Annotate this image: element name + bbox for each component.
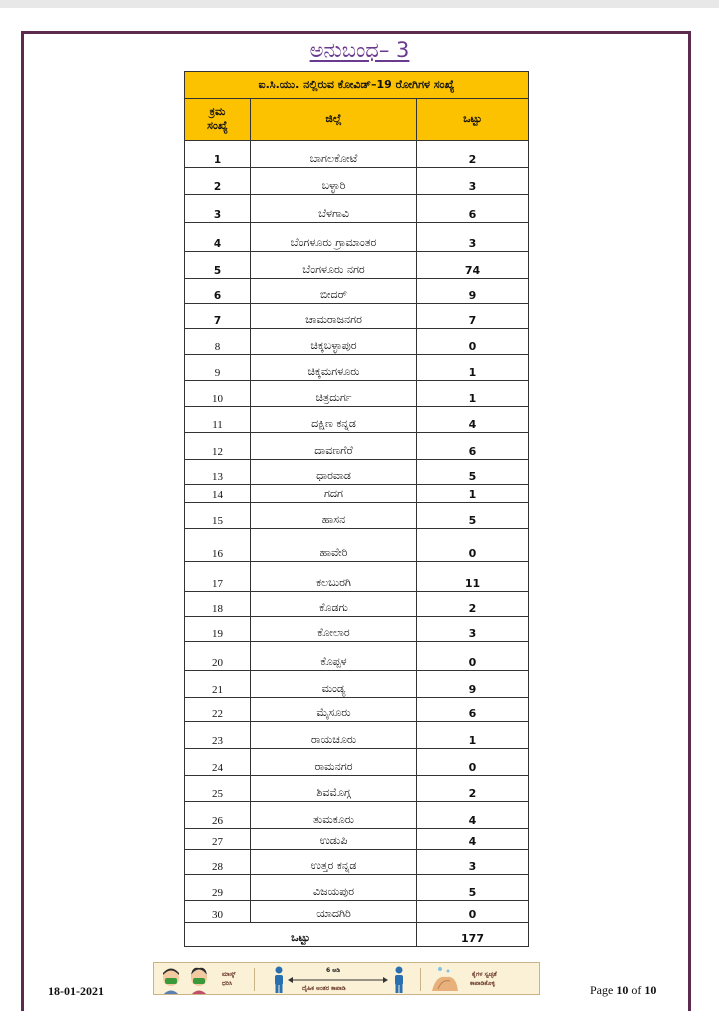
district-cell: ಗದಗ [251, 485, 417, 503]
district-cell: ದಕ್ಷಿಣ ಕನ್ನಡ [251, 407, 417, 433]
annex-title: ಅನುಬಂಧ– 3 [309, 38, 410, 62]
table-row [185, 592, 529, 617]
table-row [185, 223, 529, 252]
serial-cell: 1 [185, 141, 251, 168]
serial-cell: 14 [185, 485, 251, 503]
serial-cell: 10 [185, 381, 251, 407]
table-row [185, 141, 529, 168]
serial-cell: 29 [185, 875, 251, 901]
serial-cell: 11 [185, 407, 251, 433]
serial-cell: 5 [185, 252, 251, 279]
serial-header-line1: ಕ್ರಮ [209, 105, 226, 118]
count-cell: 6 [417, 433, 529, 460]
district-cell: ಕೋಲಾರ [251, 617, 417, 642]
serial-cell: 22 [185, 698, 251, 722]
district-cell: ಹಾಸನ [251, 503, 417, 529]
total-row [185, 923, 529, 947]
table-row [185, 355, 529, 381]
serial-header-line2: ಸಂಖ್ಯೆ [207, 119, 228, 132]
serial-cell: 6 [185, 279, 251, 304]
count-cell: 4 [417, 802, 529, 829]
serial-cell: 25 [185, 776, 251, 802]
district-cell: ಕಲಬುರಗಿ [251, 562, 417, 592]
district-cell: ಶಿವಮೊಗ್ಗ [251, 776, 417, 802]
count-cell: 1 [417, 485, 529, 503]
count-cell: 5 [417, 503, 529, 529]
district-cell: ಚಿತ್ರದುರ್ಗ [251, 381, 417, 407]
count-cell: 1 [417, 355, 529, 381]
table-row [185, 617, 529, 642]
table-row [185, 901, 529, 923]
table-row [185, 875, 529, 901]
count-cell: 9 [417, 279, 529, 304]
page-of: of [631, 983, 642, 997]
hands-text-1: ಕೈಗಳ ಸ್ವಚ್ಛತೆ [472, 971, 497, 978]
table-row [185, 503, 529, 529]
table-row [185, 381, 529, 407]
district-cell: ಬಳ್ಳಾರಿ [251, 168, 417, 195]
count-cell: 1 [417, 381, 529, 407]
district-cell: ಚಿಕ್ಕಮಗಳೂರು [251, 355, 417, 381]
table-row [185, 776, 529, 802]
count-cell: 11 [417, 562, 529, 592]
count-cell: 3 [417, 223, 529, 252]
distance-arrow-icon [288, 976, 388, 984]
district-cell: ರಾಮನಗರ [251, 749, 417, 776]
serial-cell: 20 [185, 642, 251, 671]
serial-cell: 9 [185, 355, 251, 381]
table-row [185, 642, 529, 671]
distance-text: ದೈಹಿಕ ಅಂತರ ಕಾಪಾಡಿ [302, 985, 346, 992]
person-left-icon [272, 966, 286, 993]
serial-cell: 2 [185, 168, 251, 195]
count-cell: 3 [417, 850, 529, 875]
total-label: ಒಟ್ಟು [185, 923, 417, 947]
table-row [185, 460, 529, 485]
table-row [185, 485, 529, 503]
icu-covid-table [184, 71, 529, 947]
page-total: 10 [644, 983, 657, 997]
distance-value: 6 ಅಡಿ [326, 967, 340, 974]
serial-cell: 18 [185, 592, 251, 617]
count-cell: 4 [417, 829, 529, 850]
district-cell: ತುಮಕೂರು [251, 802, 417, 829]
hand-wash-icon [426, 963, 466, 995]
table-row [185, 252, 529, 279]
serial-cell: 15 [185, 503, 251, 529]
table-row [185, 802, 529, 829]
table-row [185, 279, 529, 304]
banner-divider [254, 968, 255, 991]
serial-cell: 21 [185, 671, 251, 698]
count-cell: 3 [417, 617, 529, 642]
table-row [185, 529, 529, 562]
district-cell: ಚಾಮರಾಜನಗರ [251, 304, 417, 329]
district-cell: ಹಾವೇರಿ [251, 529, 417, 562]
serial-cell: 19 [185, 617, 251, 642]
page-prefix: Page [590, 983, 614, 997]
district-cell: ಬೆಂಗಳೂರು ನಗರ [251, 252, 417, 279]
district-cell: ಉಡುಪಿ [251, 829, 417, 850]
serial-header [185, 99, 251, 141]
table-row [185, 829, 529, 850]
serial-cell: 8 [185, 329, 251, 355]
district-cell: ಬೀದರ್ [251, 279, 417, 304]
table-row [185, 433, 529, 460]
district-cell: ಕೊಡಗು [251, 592, 417, 617]
mask-text-2: ಧರಿಸಿ [222, 980, 233, 987]
person-right-icon [392, 966, 406, 993]
serial-cell: 24 [185, 749, 251, 776]
count-cell: 2 [417, 776, 529, 802]
district-cell: ದಾವಣಗೆರೆ [251, 433, 417, 460]
serial-cell: 4 [185, 223, 251, 252]
district-cell: ಧಾರವಾಡ [251, 460, 417, 485]
district-cell: ಕೊಪ್ಪಳ [251, 642, 417, 671]
table-row [185, 304, 529, 329]
serial-cell: 17 [185, 562, 251, 592]
district-cell: ಮಂಡ್ಯ [251, 671, 417, 698]
district-header: ಜಿಲ್ಲೆ [251, 99, 417, 141]
table-row [185, 562, 529, 592]
table-row [185, 407, 529, 433]
district-cell: ಮೈಸೂರು [251, 698, 417, 722]
count-cell: 0 [417, 749, 529, 776]
footer-date: 18-01-2021 [48, 984, 104, 998]
table-row [185, 195, 529, 223]
count-cell: 0 [417, 642, 529, 671]
serial-cell: 16 [185, 529, 251, 562]
count-cell: 0 [417, 329, 529, 355]
top-bar [0, 0, 719, 8]
count-cell: 2 [417, 592, 529, 617]
serial-cell: 26 [185, 802, 251, 829]
table-row [185, 749, 529, 776]
banner-divider-2 [420, 968, 421, 991]
district-cell: ಬೆಳಗಾವಿ [251, 195, 417, 223]
count-cell: 74 [417, 252, 529, 279]
serial-cell: 7 [185, 304, 251, 329]
count-cell: 6 [417, 195, 529, 223]
total-header: ಒಟ್ಟು [417, 99, 529, 141]
serial-cell: 13 [185, 460, 251, 485]
count-cell: 4 [417, 407, 529, 433]
serial-cell: 30 [185, 901, 251, 923]
district-cell: ರಾಯಚೂರು [251, 722, 417, 749]
count-cell: 5 [417, 460, 529, 485]
district-cell: ಉತ್ತರ ಕನ್ನಡ [251, 850, 417, 875]
count-cell: 0 [417, 529, 529, 562]
count-cell: 6 [417, 698, 529, 722]
district-cell: ಬೆಂಗಳೂರು ಗ್ರಾಮಾಂತರ [251, 223, 417, 252]
count-cell: 9 [417, 671, 529, 698]
table-row [185, 329, 529, 355]
table-row [185, 698, 529, 722]
district-cell: ಯಾದಗಿರಿ [251, 901, 417, 923]
count-cell: 1 [417, 722, 529, 749]
serial-cell: 27 [185, 829, 251, 850]
serial-cell: 28 [185, 850, 251, 875]
table-row [185, 671, 529, 698]
page-number [590, 983, 656, 998]
serial-cell: 12 [185, 433, 251, 460]
safety-banner [153, 962, 540, 995]
table-row [185, 722, 529, 749]
count-cell: 0 [417, 901, 529, 923]
table-row [185, 168, 529, 195]
serial-cell: 23 [185, 722, 251, 749]
hands-text-2: ಕಾಪಾಡಿಕೊಳ್ಳಿ [470, 980, 495, 987]
count-cell: 7 [417, 304, 529, 329]
district-cell: ಬಾಗಲಕೋಟೆ [251, 141, 417, 168]
mask-text-1: ಮಾಸ್ಕ್ [222, 971, 236, 978]
table-row [185, 850, 529, 875]
table-body [185, 141, 529, 923]
total-value: 177 [417, 923, 529, 947]
page-current: 10 [616, 983, 629, 997]
district-cell: ಚಿಕ್ಕಬಳ್ಳಾಪುರ [251, 329, 417, 355]
district-cell: ವಿಜಯಪುರ [251, 875, 417, 901]
count-cell: 2 [417, 141, 529, 168]
serial-cell: 3 [185, 195, 251, 223]
count-cell: 3 [417, 168, 529, 195]
masked-faces-icon [154, 963, 254, 995]
count-cell: 5 [417, 875, 529, 901]
table-caption: ಐ.ಸಿ.ಯು. ನಲ್ಲಿರುವ ಕೋವಿಡ್–19 ರೋಗಿಗಳ ಸಂಖ್ಯೆ [185, 72, 529, 99]
